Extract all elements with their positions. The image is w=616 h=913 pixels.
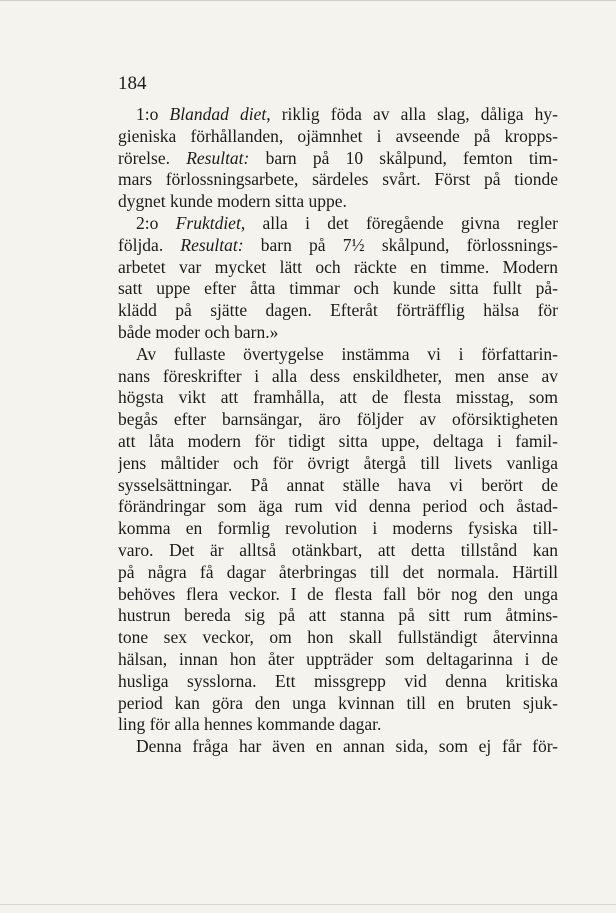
text-line (118, 736, 558, 758)
text-line (118, 278, 558, 300)
italic-text: Fruktdiet (175, 212, 241, 233)
text-segment: rörelse. (118, 147, 187, 168)
text-segment: både moder och barn.» (118, 321, 279, 342)
text-line (118, 584, 558, 606)
text-segment: satt uppe efter åtta timmar och kunde sitta fullt på- (118, 278, 558, 299)
text-line (118, 627, 558, 649)
text-segment: varo. Det är alltså otänkbart, att detta tillstånd kan (118, 539, 558, 560)
text-segment: följda. (118, 234, 181, 255)
text-line (118, 126, 558, 148)
text-segment: begås efter barnsängar, äro följder av oförsiktigheten (118, 409, 558, 430)
text-line (118, 453, 558, 475)
text-line (118, 257, 558, 279)
text-line (118, 605, 558, 627)
text-segment: Denna fråga har även en annan sida, som ej får för- (136, 736, 558, 757)
text-line (118, 714, 558, 736)
italic-text: Resultat: (180, 234, 244, 255)
text-line (118, 671, 558, 693)
text-line (118, 540, 558, 562)
text-segment: Av fullaste övertygelse instämma vi i författarin- (136, 343, 558, 364)
text-segment: mars förlossningsarbete, särdeles svårt. Först på tionde (118, 169, 558, 190)
text-segment: tone sex veckor, om hon skall fullständigt återvinna (118, 627, 558, 648)
text-line (118, 518, 558, 540)
text-segment: på några få dagar återbringas till det normala. Härtill (118, 561, 558, 582)
text-segment: jens måltider och för övrigt återgå till livets vanliga (118, 452, 558, 473)
text-segment: dygnet kunde modern sitta uppe. (118, 191, 347, 212)
text-segment: gieniska förhållanden, ojämnhet i avseende på kropps- (118, 125, 558, 146)
text-segment: hustrun bereda sig på att stanna på sitt rum åtmins- (118, 605, 558, 626)
text-line (118, 475, 558, 497)
text-segment: period kan göra den unga kvinnan till en bruten sjuk- (118, 692, 558, 713)
text-line (118, 366, 558, 388)
text-segment: hälsan, innan hon åter uppträder som deltagarinna i de (118, 648, 558, 669)
text-segment: nans föreskrifter i alla dess enskildheter, men anse av (118, 365, 558, 386)
text-line (118, 387, 558, 409)
text-segment: , riklig föda av alla slag, dåliga hy- (266, 104, 558, 124)
text-line (118, 235, 558, 257)
text-segment: förändringar som äga rum vid denna period och åstad- (118, 496, 558, 517)
page-number: 184 (118, 73, 147, 94)
text-segment: komma en formlig revolution i moderns fysiska till- (118, 518, 558, 539)
text-line (118, 213, 558, 235)
text-line (118, 322, 558, 344)
text-segment: att låta modern för tidigt sitta uppe, deltaga i famil- (118, 430, 558, 451)
text-segment: husliga sysslorna. Ett missgrepp vid denna kritiska (118, 670, 558, 691)
text-line (118, 191, 558, 213)
text-line (118, 431, 558, 453)
text-line (118, 104, 558, 126)
text-segment: ling för alla hennes kommande dagar. (118, 714, 382, 735)
text-segment: högsta vikt att framhålla, att de flesta misstag, som (118, 387, 558, 408)
bottom-edge-rule (0, 904, 616, 905)
top-edge-rule (0, 0, 616, 1)
text-line (118, 300, 558, 322)
text-line (118, 148, 558, 170)
text-segment: arbetet var mycket lätt och räckte en timme. Modern (118, 256, 558, 277)
text-segment: , alla i det föregående givna regler (240, 212, 558, 233)
italic-text: Blandad diet (169, 104, 267, 124)
text-line (118, 409, 558, 431)
text-line (118, 649, 558, 671)
text-line (118, 496, 558, 518)
text-segment: barn på 10 skålpund, femton tim- (249, 147, 558, 168)
text-line (118, 562, 558, 584)
text-line (118, 693, 558, 715)
text-segment: barn på 7½ skålpund, förlossnings- (243, 234, 558, 255)
text-segment: sysselsättningar. På annat ställe hava vi berört de (118, 474, 558, 495)
text-segment: behöves flera veckor. I de flesta fall bör nog den unga (118, 583, 558, 604)
italic-text: Resultat: (186, 147, 250, 168)
text-segment: 2:o (136, 212, 176, 233)
text-segment: klädd på sjätte dagen. Efteråt förträfflig hälsa för (118, 300, 558, 321)
text-line (118, 344, 558, 366)
body-text (118, 104, 558, 758)
text-segment: 1:o (136, 104, 170, 124)
text-line (118, 169, 558, 191)
